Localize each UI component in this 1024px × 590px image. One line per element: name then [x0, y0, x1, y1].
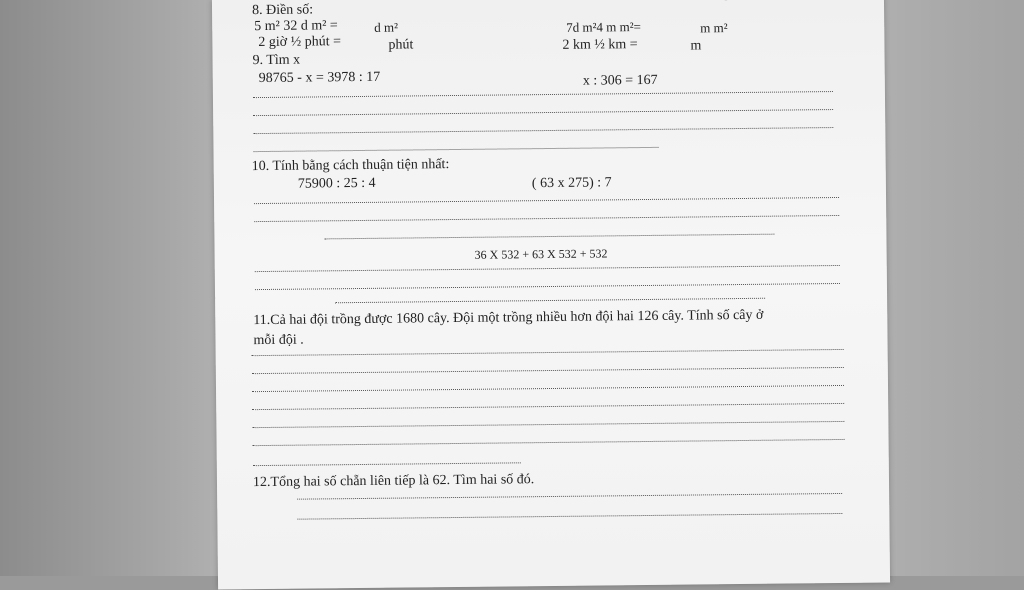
q10-title: 10. Tính bằng cách thuận tiện nhất:: [252, 157, 450, 175]
answer-line: [252, 421, 844, 428]
q8-title: 8. Điền số:: [252, 2, 313, 19]
answer-line: [324, 234, 774, 240]
answer-line: [252, 367, 844, 374]
answer-line: [253, 462, 521, 466]
answer-line: [297, 513, 842, 520]
answer-line: [254, 197, 839, 204]
q8-line2-right-unit: m: [690, 38, 701, 54]
answer-line: [252, 385, 844, 392]
q11-line1: 11.Cả hai đội trồng được 1680 cây. Đội một trồng nhiều hơn đội hai 126 cây. Tính số cây ở: [253, 308, 763, 329]
q10-expr2: ( 63 x 275) : 7: [532, 175, 612, 192]
answer-line: [252, 403, 844, 410]
answer-line: [297, 493, 842, 500]
q8-line1-left: 5 m² 32 d m² =: [254, 18, 338, 35]
background-left: [0, 0, 240, 576]
q10-expr1: 75900 : 25 : 4: [298, 176, 376, 193]
q8-line1-right-unit: m m²: [700, 20, 728, 36]
q11-line2: mỗi đội .: [253, 333, 303, 350]
q12-title: 12.Tổng hai số chẵn liên tiếp là 62. Tìm hai số đó.: [253, 472, 534, 491]
q9-eq-left: 98765 - x = 3978 : 17: [259, 70, 381, 87]
answer-line: [253, 109, 833, 116]
answer-line: [253, 127, 833, 134]
q8-line2-right: 2 km ½ km =: [562, 37, 637, 54]
q8-line2-left: 2 giờ ½ phút =: [258, 34, 341, 51]
answer-line: [255, 265, 840, 272]
answer-line: [252, 349, 844, 356]
worksheet-paper: [212, 0, 890, 590]
answer-line: [255, 283, 840, 290]
q10-expr3: 36 X 532 + 63 X 532 + 532: [475, 245, 608, 262]
q9-eq-right: x : 306 = 167: [583, 73, 658, 90]
q9-title: 9. Tìm x: [252, 53, 300, 69]
q8-line2-unit: phút: [388, 37, 413, 53]
answer-line: [253, 439, 845, 446]
q8-line1-right: 7d m²4 m m²=: [566, 19, 641, 36]
answer-line: [253, 91, 833, 98]
answer-line: [335, 298, 765, 304]
q8-line1-unit: d m²: [374, 20, 398, 36]
answer-line: [254, 147, 659, 152]
answer-line: [254, 215, 839, 222]
